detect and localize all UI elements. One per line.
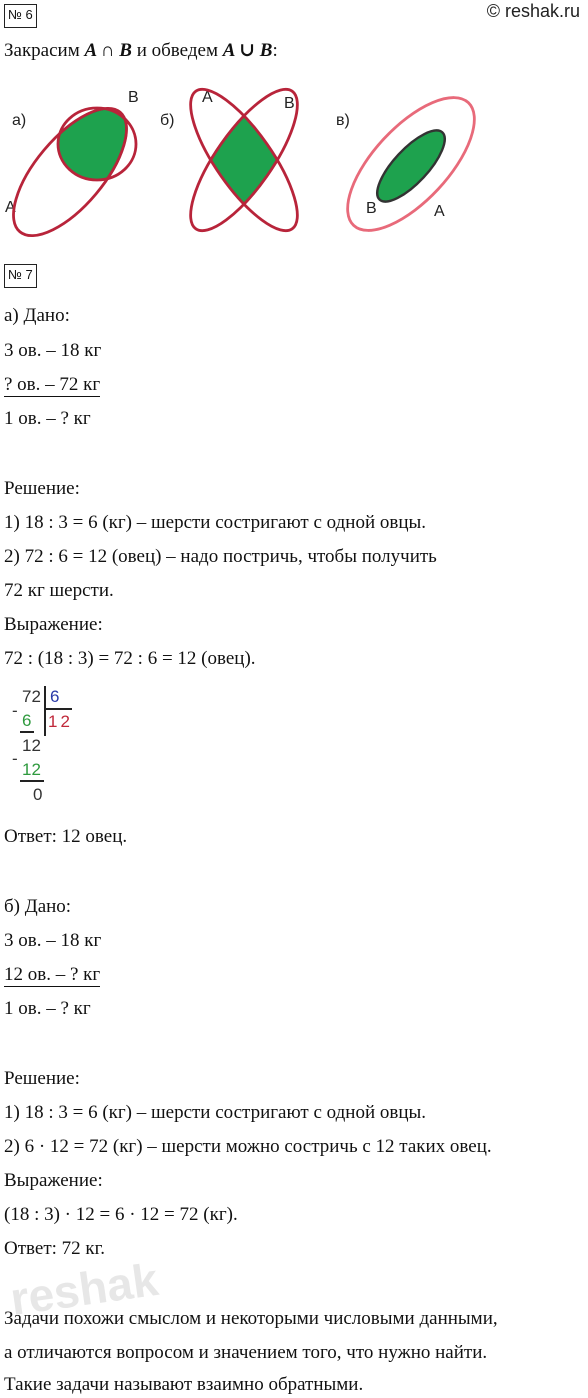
long-division — [0, 684, 120, 804]
diagram-c-set-b: B — [366, 200, 377, 217]
part-b-step-2: 2) 6 · 12 = 72 (кг) – шерсти можно состричь с 12 таких овец. — [4, 1136, 492, 1157]
venn-diagram-a — [0, 89, 146, 240]
part-b-given-line-2-text: 12 ов. – ? кг — [4, 964, 101, 985]
division-vertical-bar — [44, 686, 46, 736]
part-a-given-line-2 — [4, 374, 100, 397]
part-b-expression: (18 : 3) · 12 = 6 · 12 = 72 (кг). — [4, 1204, 238, 1225]
part-a-given-title: а) Дано: — [4, 305, 70, 326]
part-b-given-line-3: 1 ов. – ? кг — [4, 998, 91, 1019]
part-b-step-1: 1) 18 : 3 = 6 (кг) – шерсти состригают с одной овцы. — [4, 1102, 427, 1123]
diagram-a-set-a: A — [5, 199, 16, 216]
intro-text-a: Закрасим — [4, 40, 85, 61]
task-6-intro — [4, 40, 278, 63]
diagram-c-set-a: A — [434, 203, 445, 220]
task-6-badge — [4, 4, 37, 28]
part-b-answer: Ответ: 72 кг. — [4, 1238, 106, 1259]
part-b-solution-title: Решение: — [4, 1068, 80, 1089]
task-6-number: № 6 — [8, 7, 33, 22]
part-a-step-3: 72 кг шерсти. — [4, 580, 114, 601]
task-7-badge — [4, 264, 37, 288]
intro-text-b: и обведем — [131, 40, 223, 61]
diagram-b-set-a: A — [202, 89, 213, 106]
part-a-step-2: 2) 72 : 6 = 12 (овец) – надо постричь, чтобы получить — [4, 546, 437, 567]
task-7-number: № 7 — [8, 267, 33, 282]
part-a-given-line-2-text: ? ов. – 72 кг — [4, 374, 101, 395]
diagram-c-label: в) — [336, 112, 350, 129]
part-b-given-line-1: 3 ов. – 18 кг — [4, 930, 102, 951]
division-remainder-1: 12 — [22, 736, 41, 755]
diagram-b-set-b: B — [284, 95, 295, 112]
division-underline-2 — [20, 780, 44, 782]
set-intersection: A ∩ B — [84, 40, 132, 61]
part-a-expression-title: Выражение: — [4, 614, 103, 635]
part-a-solution-title: Решение: — [4, 478, 80, 499]
reshak-watermark: reshak — [7, 1252, 162, 1326]
conclusion-line-3: Такие задачи называют взаимно обратными. — [4, 1374, 364, 1395]
division-underline-1 — [20, 731, 34, 733]
part-b-given-title: б) Дано: — [4, 896, 72, 917]
conclusion-line-1: Задачи похожи смыслом и некоторыми числовыми данными, — [4, 1308, 498, 1329]
division-horizontal-bar — [44, 708, 72, 710]
part-b-expression-title: Выражение: — [4, 1170, 103, 1191]
part-a-given-line-3: 1 ов. – ? кг — [4, 408, 91, 429]
part-a-answer: Ответ: 12 овец. — [4, 826, 128, 847]
division-dividend: 72 — [22, 687, 41, 706]
intro-text-c: : — [272, 40, 278, 61]
venn-diagrams — [0, 80, 588, 240]
diagram-a-label: а) — [12, 112, 27, 129]
diagram-b-label: б) — [160, 112, 175, 129]
division-minus-2: - — [12, 749, 18, 768]
division-quotient: 12 — [48, 712, 73, 731]
division-minus-1: - — [12, 701, 18, 720]
part-b-given-line-2 — [4, 964, 100, 987]
division-subtrahend-1: 6 — [22, 711, 32, 730]
part-a-given-line-1: 3 ов. – 18 кг — [4, 340, 102, 361]
venn-diagram-b — [160, 80, 315, 240]
conclusion-line-2: а отличаются вопросом и значением того, что нужно найти. — [4, 1342, 488, 1363]
venn-diagram-c — [327, 80, 496, 240]
set-union: A ∪ B — [222, 40, 273, 61]
division-subtrahend-2: 12 — [22, 760, 41, 779]
part-a-step-1: 1) 18 : 3 = 6 (кг) – шерсти состригают с одной овцы. — [4, 512, 427, 533]
division-remainder-2: 0 — [33, 785, 43, 804]
division-divisor: 6 — [50, 687, 60, 706]
site-credit: © reshak.ru — [486, 1, 580, 21]
part-a-expression: 72 : (18 : 3) = 72 : 6 = 12 (овец). — [4, 648, 256, 669]
diagram-a-set-b: B — [128, 89, 139, 106]
